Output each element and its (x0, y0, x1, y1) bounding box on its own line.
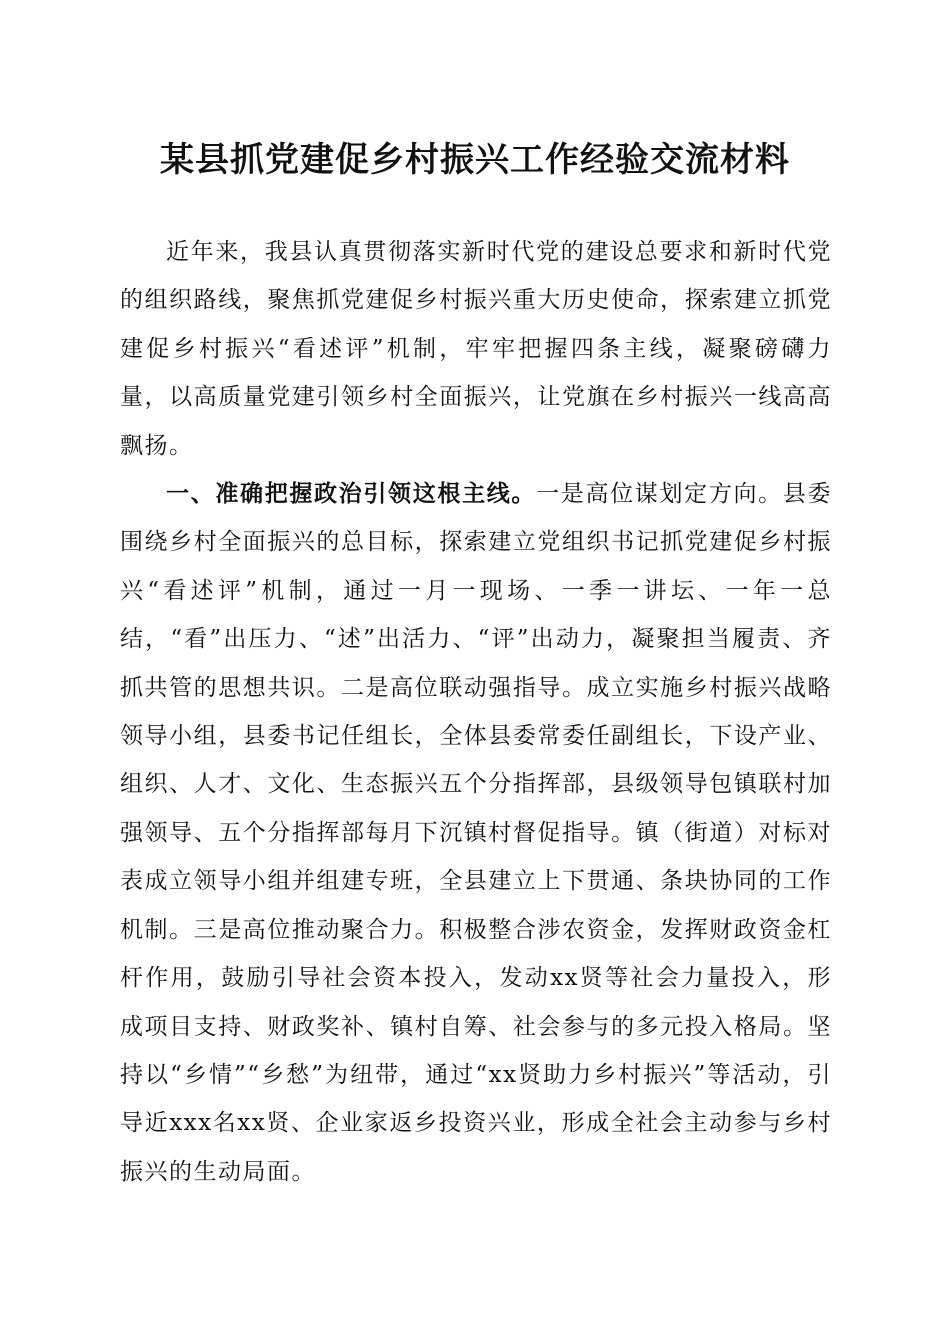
document-title: 某县抓党建促乡村振兴工作经验交流材料 (160, 140, 790, 180)
section-1-heading: 一、准确把握政治引领这根主线。 (166, 480, 537, 508)
intro-paragraph: 近年来，我县认真贯彻落实新时代党的建设总要求和新时代党的组织路线，聚焦抓党建促乡村振兴重大历史使命，探索建立抓党建促乡村振兴“看述评”机制，牢牢把握四条主线，凝聚磅礴力量，以高质量党建引领乡村全面振兴，让党旗在乡村振兴一线高高飘扬。 (120, 239, 832, 459)
document-body (120, 228, 832, 1196)
section-1-paragraph (120, 470, 832, 1196)
section-1-body: 一是高位谋划定方向。县委围绕乡村全面振兴的总目标，探索建立党组织书记抓党建促乡村振兴“看述评”机制，通过一月一现场、一季一讲坛、一年一总结，“看”出压力、“述”出活力、“评”出动力，凝聚担当履责、齐抓共管的思想共识。二是高位联动强指导。成立实施乡村振兴战略领导小组，县委书记任组长，全体县委常委任副组长，下设产业、组织、人才、文化、生态振兴五个分指挥部，县级领导包镇联村加强领导、五个分指挥部每月下沉镇村督促指导。镇（街道）对标对表成立领导小组并组建专班，全县建立上下贯通、条块协同的工作机制。三是高位推动聚合力。积极整合涉农资金，发挥财政资金杠杆作用，鼓励引导社会资本投入，发动xx贤等社会力量投入，形成项目支持、财政奖补、镇村自筹、社会参与的多元投入格局。坚持以“乡情”“乡愁”为纽带，通过“xx贤助力乡村振兴”等活动，引导近xxx名xx贤、企业家返乡投资兴业，形成全社会主动参与乡村振兴的生动局面。 (120, 481, 833, 1185)
